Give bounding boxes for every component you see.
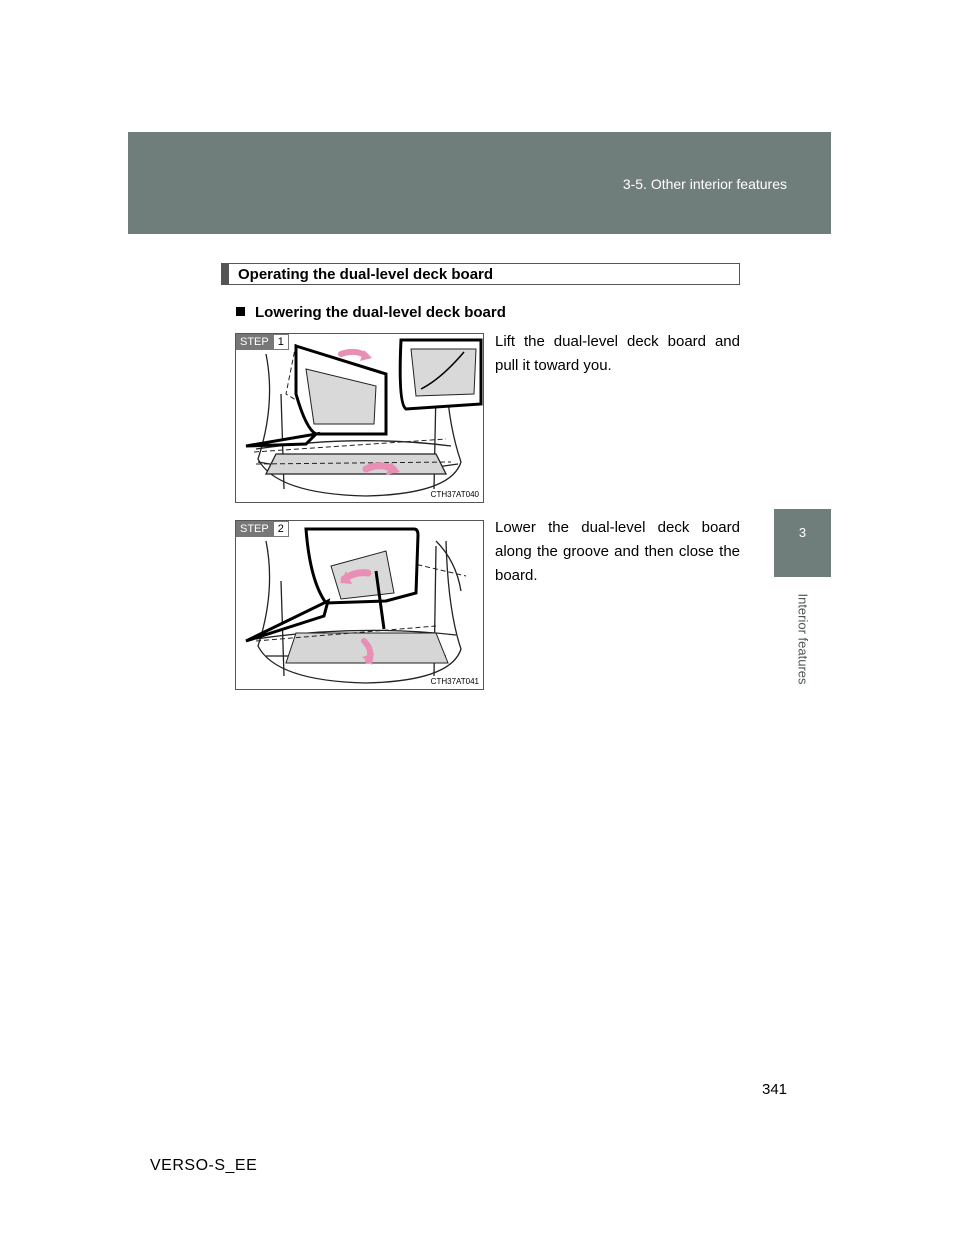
step-word: STEP	[236, 334, 273, 350]
step-2-text: Lower the dual-level deck board along the groove and then close the board.	[495, 519, 740, 584]
chapter-tab	[774, 509, 831, 577]
step-number: 2	[273, 521, 289, 537]
figure-code: CTH37AT040	[430, 490, 479, 499]
illustration-deck-board-lower	[236, 521, 484, 690]
illustration-deck-board-lift	[236, 334, 484, 503]
section-header-title: Operating the dual-level deck board	[238, 266, 494, 283]
section-header-bar	[222, 264, 229, 284]
figure-code: CTH37AT041	[430, 677, 479, 686]
step-badge-1	[236, 334, 289, 350]
figure-step-2	[235, 520, 484, 690]
page-number: 341	[762, 1081, 788, 1098]
step-number: 1	[273, 334, 289, 350]
chapter-label: Interior features	[795, 593, 810, 685]
bullet-square-icon	[236, 307, 245, 316]
subsection-heading	[236, 304, 506, 321]
model-code: VERSO-S_EE	[150, 1157, 258, 1174]
header-band	[128, 132, 831, 234]
section-title: 3-5. Other interior features	[622, 176, 787, 192]
step-word: STEP	[236, 521, 273, 537]
subsection-title: Lowering the dual-level deck board	[255, 304, 506, 321]
step-1-text: Lift the dual-level deck board and pull it toward you.	[495, 333, 740, 374]
chapter-number: 3	[798, 525, 807, 540]
figure-step-1	[235, 333, 484, 503]
section-header	[221, 263, 740, 285]
step-badge-2	[236, 521, 289, 537]
chapter-label-box	[774, 580, 831, 698]
